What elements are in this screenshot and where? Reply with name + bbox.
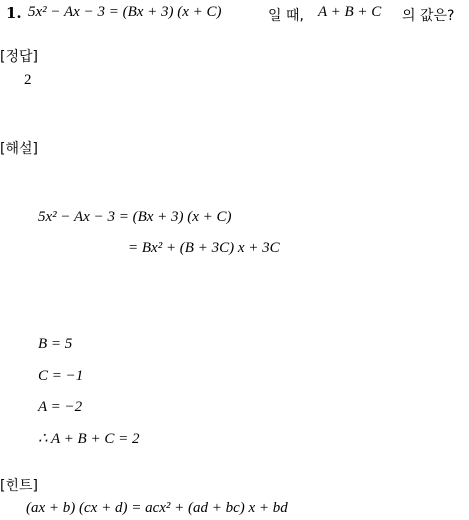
- explanation-label: [해설]: [0, 141, 38, 157]
- answer-value: 2: [24, 72, 32, 88]
- problem-equation: 5x² − Ax − 3 = (Bx + 3) (x + C): [28, 4, 222, 20]
- problem-connector: 일 때,: [268, 8, 304, 24]
- step-conclusion: ∴ A + B + C = 2: [38, 431, 140, 447]
- step-c: C = −1: [38, 368, 84, 384]
- answer-label: [정답]: [0, 49, 38, 65]
- explanation-line-1: 5x² − Ax − 3 = (Bx + 3) (x + C): [38, 209, 232, 225]
- step-b: B = 5: [38, 336, 73, 352]
- explanation-line-2: = Bx² + (B + 3C) x + 3C: [128, 240, 280, 256]
- hint-formula: (ax + b) (cx + d) = acx² + (ad + bc) x + bd: [26, 500, 288, 516]
- problem-number: 1.: [6, 4, 22, 22]
- problem-question: 의 값은?: [402, 8, 455, 24]
- problem-target: A + B + C: [318, 4, 382, 20]
- step-a: A = −2: [38, 399, 83, 415]
- hint-label: [힌트]: [0, 478, 38, 494]
